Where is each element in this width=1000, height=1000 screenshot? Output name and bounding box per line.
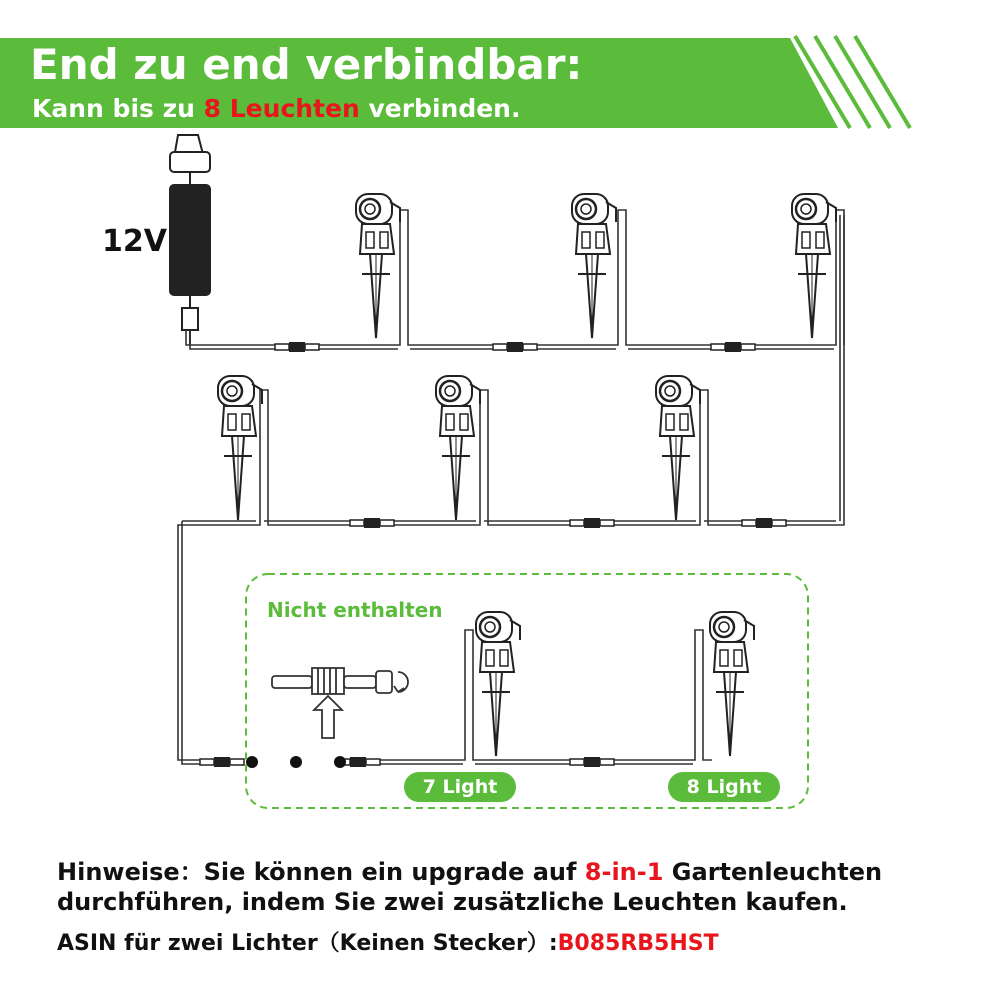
extension-cable-icon xyxy=(272,668,408,738)
voltage-label: 12V xyxy=(102,224,167,259)
spotlight-6 xyxy=(656,376,700,520)
spotlight-4 xyxy=(218,376,262,520)
spotlight-3 xyxy=(792,194,836,338)
upgrade-highlight: 8-in-1 xyxy=(584,858,664,886)
spotlight-2 xyxy=(572,194,616,338)
continuation-dots xyxy=(246,756,346,768)
spotlight-5 xyxy=(436,376,480,520)
badge-8-light: 8 Light xyxy=(668,772,780,802)
asin-highlight: B085RB5HST xyxy=(557,931,719,956)
spotlight-1 xyxy=(356,194,400,338)
subtitle-highlight: 8 Leuchten xyxy=(203,94,360,123)
note-line-2: durchführen, indem Sie zwei zusätzliche Leuchten kaufen. xyxy=(57,888,848,916)
banner-title: End zu end verbindbar: xyxy=(30,40,583,89)
banner-subtitle: Kann bis zu 8 Leuchten verbinden. xyxy=(32,94,521,123)
note-line-3: ASIN für zwei Lichter（Keinen Stecker）:B085RB5HST xyxy=(57,931,719,956)
not-included-title: Nicht enthalten xyxy=(267,598,443,622)
note-line-1: Hinweise：Sie können ein upgrade auf 8-in-1 Gartenleuchten xyxy=(57,858,883,886)
badge-7-light: 7 Light xyxy=(404,772,516,802)
spotlight-8 xyxy=(710,612,754,756)
spotlight-7 xyxy=(476,612,520,756)
power-adapter xyxy=(170,135,210,345)
